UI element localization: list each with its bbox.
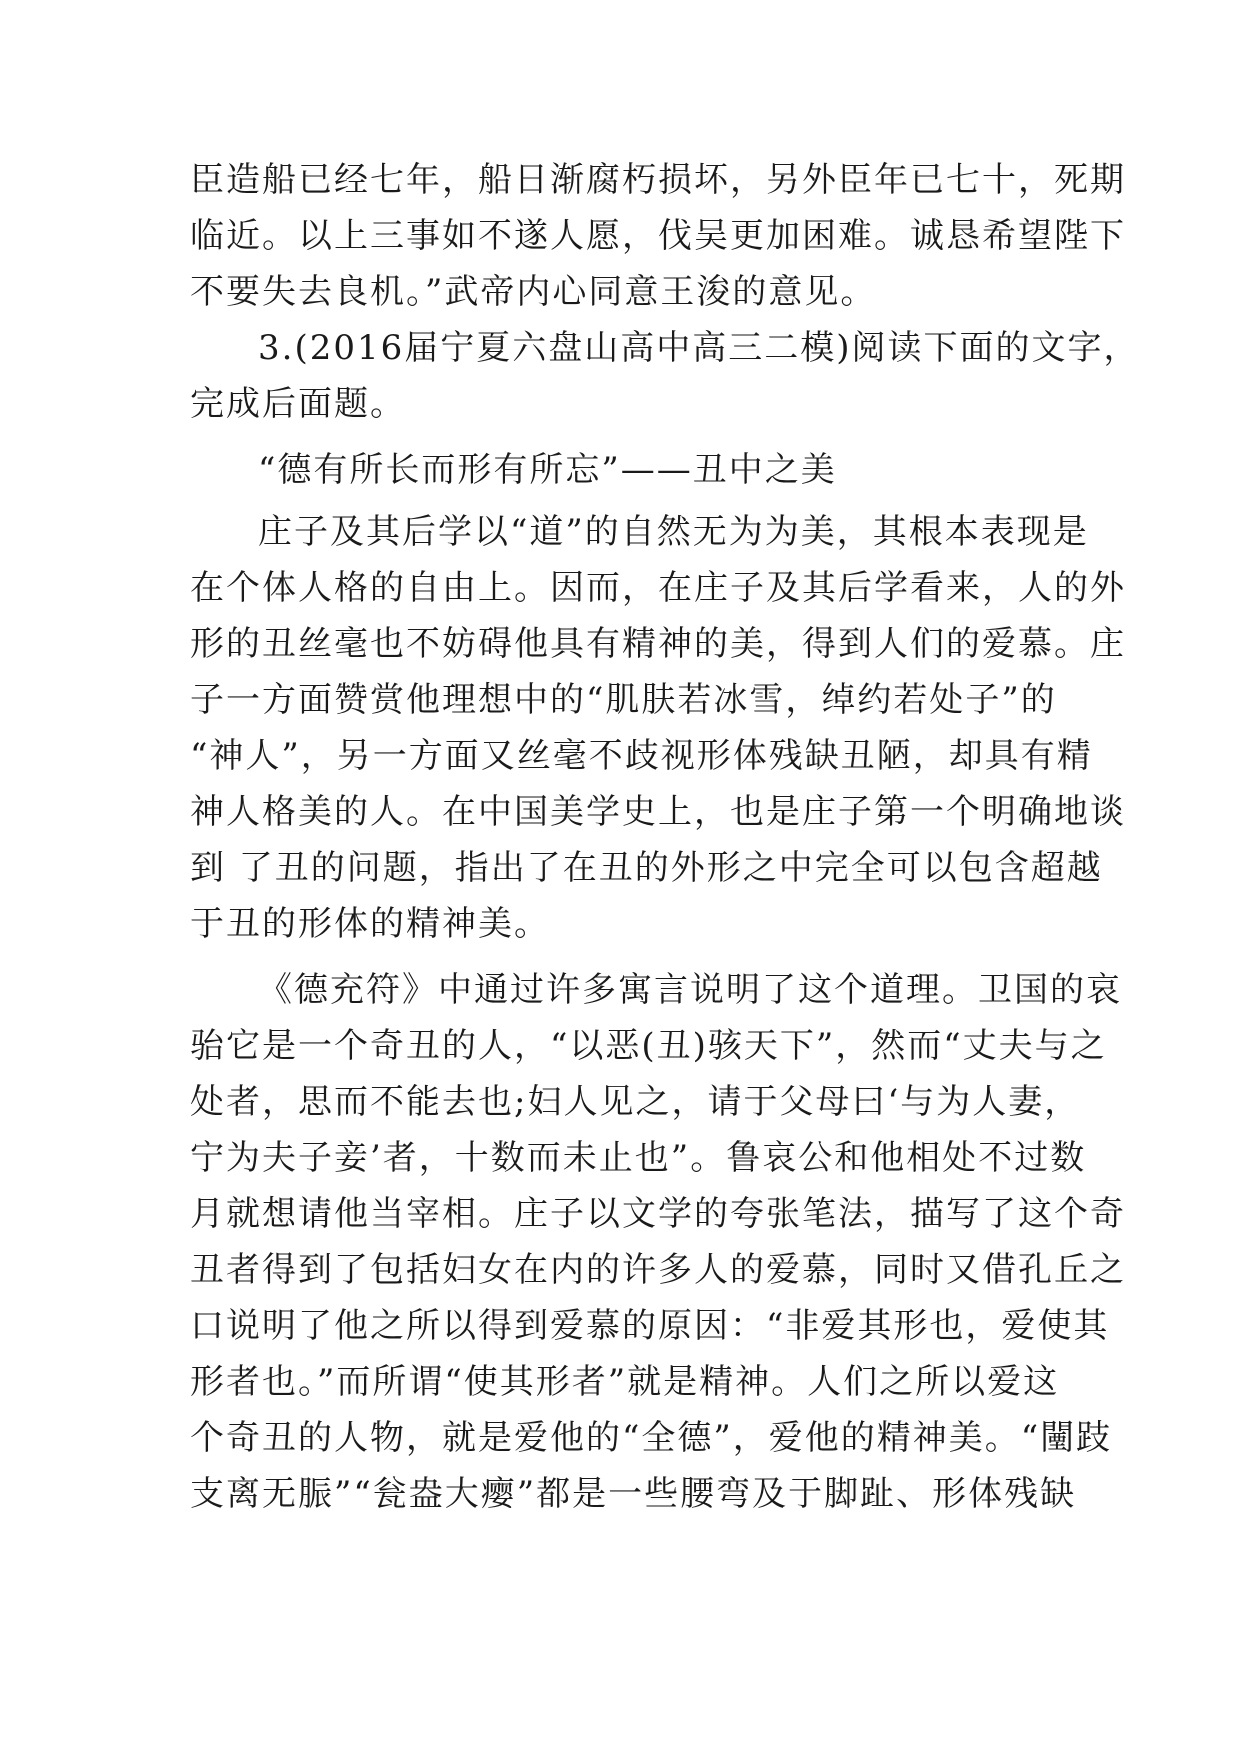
paragraph-start: 庄子及其后学以“道”的自然无为为美，其根本表现是 bbox=[258, 512, 1089, 552]
text-line: 临近。以上三事如不遂人愿，伐吴更加困难。诚恳希望陛下 bbox=[190, 216, 1126, 256]
text-line: 臣造船已经七年，船日渐腐朽损坏，另外臣年已七十，死期 bbox=[190, 160, 1126, 200]
question-heading: 3.(2016届宁夏六盘山高中高三二模)阅读下面的文字， bbox=[258, 328, 1140, 368]
text-line: 在个体人格的自由上。因而，在庄子及其后学看来，人的外 bbox=[190, 568, 1126, 608]
text-line: “神人”，另一方面又丝毫不歧视形体残缺丑陋，却具有精 bbox=[190, 736, 1093, 776]
text-line: 子一方面赞赏他理想中的“肌肤若冰雪，绰约若处子”的 bbox=[190, 680, 1057, 720]
paragraph-start: 《德充符》中通过许多寓言说明了这个道理。卫国的哀 bbox=[258, 970, 1122, 1010]
text-line: 月就想请他当宰相。庄子以文学的夸张笔法，描写了这个奇 bbox=[190, 1194, 1126, 1234]
text-line: 宁为夫子妾’者，十数而未止也”。鲁哀公和他相处不过数 bbox=[190, 1138, 1087, 1178]
text-line: 丑者得到了包括妇女在内的许多人的爱慕，同时又借孔丘之 bbox=[190, 1250, 1126, 1290]
text-line: 形者也。”而所谓“使其形者”就是精神。人们之所以爱这 bbox=[190, 1362, 1060, 1402]
article-title: “德有所长而形有所忘”——丑中之美 bbox=[258, 450, 837, 490]
text-line: 到 了丑的问题，指出了在丑的外形之中完全可以包含超越 bbox=[190, 848, 1103, 888]
text-line: 于丑的形体的精神美。 bbox=[190, 904, 550, 944]
text-line: 神人格美的人。在中国美学史上，也是庄子第一个明确地谈 bbox=[190, 792, 1126, 832]
text-line: 完成后面题。 bbox=[190, 384, 406, 424]
text-line: 处者，思而不能去也;妇人见之，请于父母曰‘与为人妻， bbox=[190, 1082, 1081, 1122]
text-line: 骀它是一个奇丑的人，“以恶(丑)骇天下”，然而“丈夫与之 bbox=[190, 1026, 1107, 1066]
text-line: 形的丑丝毫也不妨碍他具有精神的美，得到人们的爱慕。庄 bbox=[190, 624, 1126, 664]
text-line: 不要失去良机。”武帝内心同意王浚的意见。 bbox=[190, 272, 877, 312]
text-line: 口说明了他之所以得到爱慕的原因：“非爱其形也，爱使其 bbox=[190, 1306, 1110, 1346]
text-line: 支离无脤”“瓮盎大瘿”都是一些腰弯及于脚趾、形体残缺 bbox=[190, 1474, 1077, 1514]
text-line: 个奇丑的人物，就是爱他的“全德”，爱他的精神美。“闉跂 bbox=[190, 1418, 1113, 1458]
